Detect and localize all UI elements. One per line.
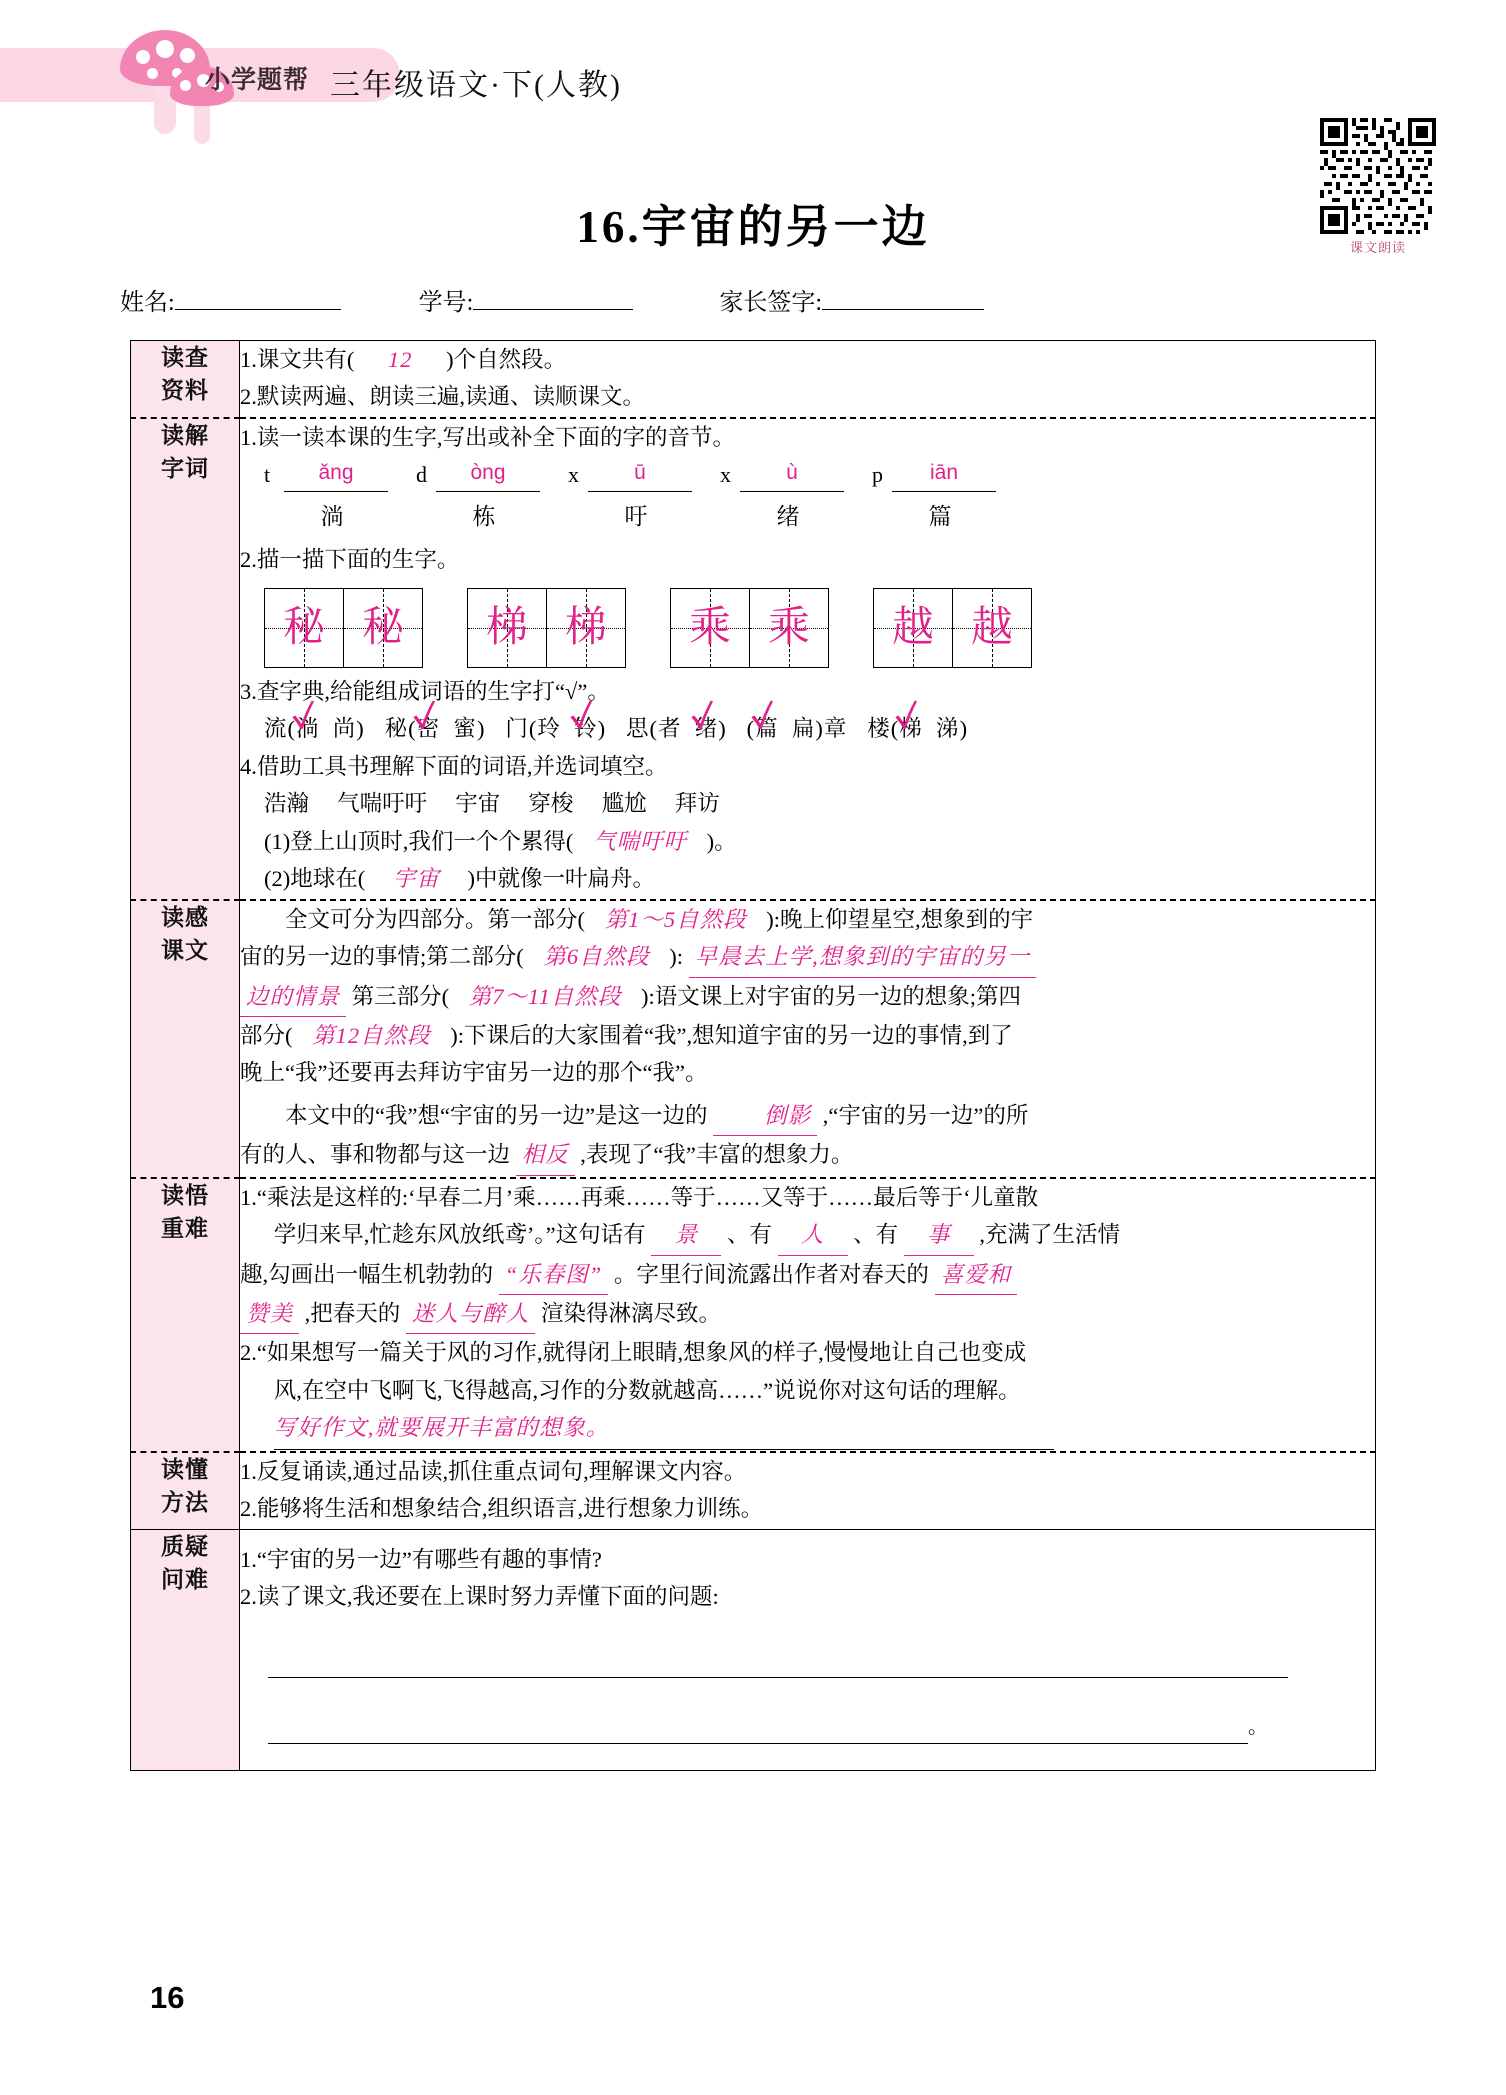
- content-read-words: [240, 418, 1376, 900]
- rf-p1-answer[interactable]: 第1～5自然段: [604, 906, 747, 932]
- pinyin-initial: d: [416, 461, 427, 487]
- rk-l7-answer[interactable]: 写好作文,就要展开丰富的想象。: [274, 1410, 1054, 1449]
- table-row-read-method: [131, 1452, 1376, 1529]
- rw-question-4: 4.借助工具书理解下面的词语,并选词填空。: [240, 753, 668, 779]
- rf-paragraph-2: [240, 939, 1375, 977]
- grp0-prefix: 流(: [264, 716, 296, 742]
- grp3-opt1[interactable]: 者: [657, 716, 682, 742]
- table-row-read-research: [131, 341, 1376, 418]
- rk-l3-b: 。字里行间流露出作者对春天的: [613, 1261, 929, 1287]
- grp1-suffix: ): [476, 716, 486, 742]
- pinyin-answer[interactable]: iān: [892, 456, 996, 492]
- rk-line-6: 风,在空中飞啊飞,飞得越高,习作的分数就越高……”说说你对这句话的理解。: [273, 1377, 1021, 1403]
- tracing-box-pair[interactable]: [873, 588, 1032, 668]
- pinyin-answer[interactable]: ū: [588, 456, 692, 492]
- grp0-opt1-checked[interactable]: 淌 ✓: [296, 711, 320, 747]
- qn-line-2: 2.读了课文,我还要在上课时努力弄懂下面的问题:: [240, 1584, 719, 1610]
- rf-p7-answer[interactable]: 相反: [516, 1137, 575, 1175]
- grp2-opt1[interactable]: 玲: [537, 716, 561, 742]
- content-read-key-points: [240, 1178, 1376, 1452]
- rf-p4-answer[interactable]: 第12自然段: [312, 1022, 431, 1048]
- page-title: 16.宇宙的另一边: [576, 202, 930, 252]
- tracing-cell: [546, 589, 625, 667]
- trace-glyph: 秘: [282, 604, 325, 651]
- rf-p6-b: ,“宇宙的另一边”的所: [822, 1102, 1029, 1128]
- grp4-opt1-checked[interactable]: 篇 ✓: [755, 711, 779, 747]
- grp2-prefix: 门(: [505, 716, 538, 742]
- name-input-rule[interactable]: [175, 308, 341, 310]
- parent-signature-field[interactable]: [719, 282, 984, 317]
- rk-l2-answer-2[interactable]: 人: [778, 1217, 848, 1255]
- rk-line-3: [240, 1257, 1375, 1295]
- word-bank-item: 穿梭: [528, 791, 574, 817]
- category-read-method: [131, 1452, 240, 1529]
- rk-l4-answer-3[interactable]: 赞美: [240, 1296, 299, 1334]
- grp3-suffix: ): [718, 716, 727, 742]
- fb2-prefix: (2)地球在(: [264, 866, 366, 892]
- category-line-2: 课文: [161, 936, 209, 963]
- rk-l4-a: ,把春天的: [304, 1301, 401, 1326]
- category-line-1: 读感: [161, 903, 209, 930]
- category-read-key-points: [131, 1178, 240, 1452]
- rf-paragraph-6: [240, 1098, 1375, 1136]
- student-info-row: [120, 282, 1120, 317]
- category-read-research: [131, 341, 240, 418]
- word-bank-item: 拜访: [674, 791, 720, 817]
- grp0-suffix: ): [356, 716, 365, 742]
- pinyin-answer[interactable]: ù: [740, 456, 844, 492]
- content-read-feeling: [240, 900, 1376, 1178]
- rf-p6-a: 本文中的“我”想“宇宙的另一边”是这一边的: [285, 1102, 708, 1128]
- q1-suffix: )个自然段。: [446, 347, 567, 372]
- pinyin-character: 绪: [776, 504, 800, 530]
- rk-l2-c: 、有: [853, 1222, 899, 1248]
- pinyin-character: 篇: [928, 504, 952, 530]
- word-bank: [264, 786, 1375, 822]
- category-line-1: 读懂: [161, 1455, 209, 1482]
- rm-line-1: 1.反复诵读,通过品读,抓住重点词句,理解课文内容。: [240, 1458, 747, 1484]
- rf-paragraph-7: [240, 1137, 1375, 1175]
- trace-glyph: 越: [891, 604, 934, 651]
- table-row-read-key-points: [131, 1178, 1376, 1452]
- grp2-suffix: ): [597, 716, 607, 742]
- rm-line-2: 2.能够将生活和想象结合,组织语言,进行想象力训练。: [240, 1496, 764, 1522]
- category-line-1: 读查: [161, 344, 209, 370]
- page-number: 16: [150, 1980, 185, 2015]
- rk-line-5: 2.“如果想写一篇关于风的习作,就得闭上眼睛,想象风的样子,慢慢地让自己也变成: [240, 1340, 1027, 1366]
- rf-p3-answer[interactable]: 第7～11自然段: [468, 983, 622, 1009]
- pinyin-answer[interactable]: òng: [436, 456, 540, 492]
- rf-p3-answer-underlined[interactable]: 边的情景: [240, 979, 346, 1017]
- trace-glyph: 乘: [767, 604, 810, 651]
- rk-l3-answer[interactable]: “乐春图”: [499, 1257, 609, 1295]
- pinyin-item[interactable]: [568, 462, 720, 535]
- trace-glyph: 梯: [564, 604, 607, 651]
- rk-l4-answer-4[interactable]: 迷人与醉人: [406, 1296, 536, 1334]
- dictionary-choice-line[interactable]: [264, 711, 1375, 747]
- fill-blank-2: [264, 861, 1375, 897]
- grp5-opt2[interactable]: 涕: [936, 716, 960, 742]
- rf-p1-a: 全文可分为四部分。第一部分(: [285, 906, 585, 932]
- rf-paragraph-5: 晚上“我”还要再去拜访宇宙另一边的那个“我”。: [240, 1060, 708, 1086]
- fb2-answer[interactable]: 宇宙: [392, 866, 440, 892]
- grp5-suffix: ): [959, 716, 969, 742]
- pinyin-character: 吁: [624, 504, 648, 530]
- trace-glyph: 梯: [485, 604, 528, 651]
- rf-p7-a: 有的人、事和物都与这一边: [240, 1142, 511, 1168]
- worksheet-table: [130, 340, 1376, 1771]
- rf-p2-answer[interactable]: 第6自然段: [543, 944, 650, 970]
- rf-p3-b: ):语文课上对宇宙的另一边的想象;第四: [640, 983, 1021, 1009]
- table-row-read-words: [131, 418, 1376, 900]
- tracing-cell: [468, 589, 546, 667]
- category-line-1: 读悟: [161, 1181, 209, 1208]
- category-line-2: 重难: [161, 1215, 209, 1242]
- grp2-opt2-checked[interactable]: 铃 ✓: [574, 711, 598, 747]
- rf-paragraph-1: [240, 902, 1375, 938]
- q1-answer[interactable]: 12: [388, 347, 413, 372]
- qr-caption: 课文朗读: [1349, 240, 1406, 255]
- pinyin-character: 栋: [472, 504, 496, 530]
- tracing-box-pair[interactable]: [264, 588, 423, 668]
- rf-p4-b: ):下课后的大家围着“我”,想知道宇宙的另一边的事情,到了: [450, 1022, 1013, 1048]
- grp3-prefix: 思(: [625, 716, 658, 742]
- category-read-words: [131, 418, 240, 900]
- category-line-1: 质疑: [161, 1532, 209, 1559]
- answer-rule-2[interactable]: [268, 1708, 1375, 1744]
- pinyin-item[interactable]: [416, 462, 568, 535]
- q1-prefix: 1.课文共有(: [240, 347, 355, 372]
- fb1-suffix: )。: [706, 828, 737, 854]
- rk-line-4: [240, 1296, 1375, 1334]
- tracing-cell: [343, 589, 422, 667]
- grp4-opt2[interactable]: 扁: [791, 716, 816, 742]
- rf-p4-a: 部分(: [240, 1022, 293, 1048]
- rk-l2-answer-3[interactable]: 事: [904, 1217, 974, 1255]
- pinyin-initial: x: [720, 461, 731, 487]
- rk-l2-answer-1[interactable]: 景: [651, 1217, 721, 1255]
- pinyin-initial: p: [872, 461, 883, 487]
- tracing-grid-row: [264, 588, 1375, 668]
- fb1-answer[interactable]: 气喘吁吁: [592, 828, 687, 854]
- answer-rule-1[interactable]: [268, 1642, 1375, 1678]
- grp1-opt1-checked[interactable]: 密 ✓: [417, 711, 441, 747]
- tracing-box-pair[interactable]: [670, 588, 829, 668]
- rf-p2-a: 宙的另一边的事情;第二部分(: [240, 944, 524, 970]
- grp3-opt2-checked[interactable]: 绪 ✓: [695, 711, 719, 747]
- table-row-read-feeling: [131, 900, 1376, 1178]
- parent-signature-label: 家长签字:: [719, 290, 823, 316]
- tracing-cell: [874, 589, 952, 667]
- category-line-2: 资料: [161, 377, 209, 404]
- question-2: 2.默读两遍、朗读三遍,读通、读顺课文。: [240, 384, 646, 410]
- grade-title: 三年级语文·下(人教): [330, 69, 622, 102]
- rf-p7-b: ,表现了“我”丰富的想象力。: [580, 1142, 854, 1168]
- word-bank-item: 宇宙: [455, 791, 501, 817]
- rf-p6-answer[interactable]: 倒影: [713, 1098, 817, 1136]
- rw-question-2: 2.描一描下面的生字。: [240, 546, 460, 572]
- rf-p1-b: ):晚上仰望星空,想象到的宇: [766, 906, 1034, 932]
- pinyin-exercise-row: [264, 462, 1375, 535]
- pinyin-initial: t: [264, 461, 271, 487]
- rf-p2-answer-underlined[interactable]: 早晨去上学,想象到的宇宙的另一: [689, 939, 1037, 977]
- rf-paragraph-4: [240, 1018, 1375, 1054]
- tracing-cell: [265, 589, 343, 667]
- word-bank-item: 尴尬: [601, 791, 647, 817]
- category-line-2: 字词: [161, 455, 209, 482]
- tracing-cell: [749, 589, 828, 667]
- tracing-cell: [952, 589, 1031, 667]
- fb1-prefix: (1)登上山顶时,我们一个个累得(: [264, 828, 574, 854]
- rk-l3-answer-2[interactable]: 喜爱和: [935, 1257, 1018, 1295]
- tracing-box-pair[interactable]: [467, 588, 626, 668]
- category-questions: [131, 1529, 240, 1771]
- pinyin-answer[interactable]: ǎng: [284, 456, 388, 492]
- qn-line-1: 1.“宇宙的另一边”有哪些有趣的事情?: [240, 1546, 602, 1572]
- rk-l4-b: 渲染得淋漓尽致。: [541, 1301, 722, 1326]
- rw-question-3: 3.查字典,给能组成词语的生字打“√”。: [240, 679, 610, 704]
- grp1-prefix: 秘(: [384, 716, 417, 742]
- rf-p3-a: 第三部分(: [351, 983, 450, 1009]
- name-field[interactable]: [120, 282, 341, 317]
- rk-l2-a: 学归来早,忙趁东风放纸鸢’。”这句话有: [273, 1222, 646, 1248]
- rk-line-2: [274, 1217, 1375, 1255]
- parent-signature-input-rule[interactable]: [822, 308, 984, 310]
- tracing-cell: [671, 589, 749, 667]
- table-row-questions: [131, 1529, 1376, 1771]
- grp5-opt1-checked[interactable]: 梯 ✓: [899, 711, 923, 747]
- word-bank-item: 浩瀚: [264, 791, 310, 817]
- student-id-label: 学号:: [418, 290, 474, 316]
- rk-line-7: [274, 1410, 1375, 1449]
- trace-glyph: 越: [970, 604, 1013, 651]
- fb2-suffix: )中就像一叶扁舟。: [467, 866, 655, 892]
- rk-line-1: 1.“乘法是这样的:‘早春二月’乘……再乘……等于……又等于……最后等于‘儿童散: [240, 1184, 1039, 1210]
- grp5-prefix: 楼(: [867, 716, 900, 742]
- category-read-feeling: [131, 900, 240, 1178]
- rf-paragraph-3: [240, 979, 1375, 1017]
- rk-l2-b: 、有: [726, 1222, 772, 1248]
- student-id-field[interactable]: [419, 282, 634, 317]
- rk-l2-d: ,充满了生活情: [979, 1222, 1121, 1248]
- grp1-opt2[interactable]: 蜜: [453, 716, 477, 742]
- student-id-input-rule[interactable]: [473, 308, 633, 310]
- pinyin-item[interactable]: [264, 462, 416, 535]
- pinyin-initial: x: [568, 461, 579, 487]
- content-read-method: [240, 1452, 1376, 1529]
- brand-label: 小学题帮: [205, 66, 310, 94]
- rk-l3-a: 趣,勾画出一幅生机勃勃的: [240, 1261, 494, 1287]
- category-line-2: 方法: [161, 1489, 209, 1516]
- trace-glyph: 乘: [688, 604, 731, 651]
- question-1: [240, 342, 1375, 378]
- end-punctuation: 。: [1248, 1715, 1268, 1738]
- category-line-1: 读解: [161, 421, 209, 448]
- rw-question-1: 1.读一读本课的生字,写出或补全下面的字的音节。: [240, 424, 736, 450]
- category-line-2: 问难: [161, 1565, 209, 1592]
- fill-blank-1: [264, 824, 1375, 860]
- pinyin-character: 淌: [320, 504, 344, 530]
- grp4-prefix: (: [746, 716, 756, 742]
- trace-glyph: 秘: [361, 604, 404, 651]
- pinyin-item[interactable]: [872, 462, 1024, 535]
- grp0-opt2[interactable]: 尚: [332, 716, 357, 742]
- word-bank-item: 气喘吁吁: [337, 791, 428, 817]
- pinyin-item[interactable]: [720, 462, 872, 535]
- grp4-suffix: )章: [815, 716, 848, 742]
- content-questions: [240, 1529, 1376, 1771]
- content-read-research: [240, 341, 1376, 418]
- name-label: 姓名:: [120, 290, 175, 316]
- rf-p2-b: ):: [669, 944, 684, 970]
